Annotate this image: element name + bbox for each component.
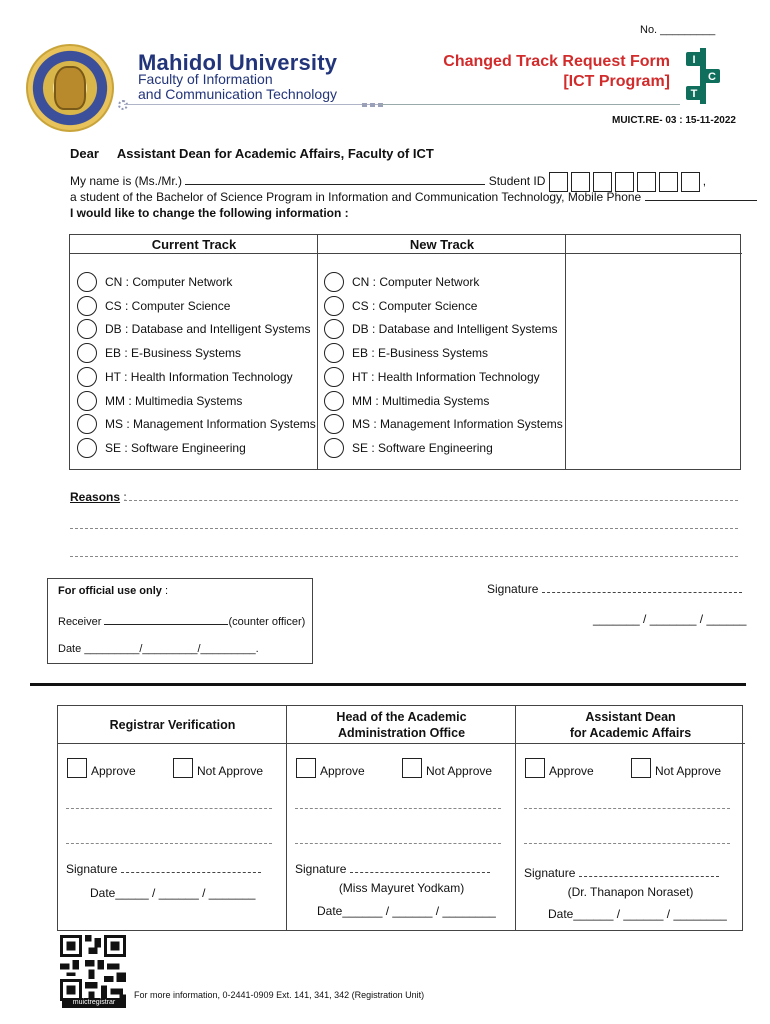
faculty-name: Faculty of Information and Communication Technology [138,71,337,102]
student-signature-field[interactable] [542,583,742,593]
not-approve-checkbox[interactable]: Not Approve [402,758,492,778]
approve-checkbox[interactable]: Approve [525,758,594,778]
track-option-label: CN : Computer Network [352,275,480,289]
radio-button[interactable] [77,367,97,387]
footer-info: For more information, 0-2441-0909 Ext. 141, 341, 342 (Registration Unit) [134,990,425,1000]
approval-signature: Signature [524,866,719,880]
student-id-box[interactable] [659,172,678,192]
new-track-option[interactable] [324,317,557,341]
approver-name: (Dr. Thanapon Noraset) [567,885,694,899]
track-option-label: CN : Computer Network [105,275,233,289]
track-option-label: EB : E-Business Systems [105,346,242,361]
track-option-label: CS : Computer Science [352,298,478,313]
radio-button[interactable] [77,296,97,316]
radio-button[interactable] [77,319,97,339]
track-option-label: MM : Multimedia Systems [352,393,490,408]
student-id-box[interactable] [681,172,700,192]
checkbox[interactable] [296,758,316,778]
receiver-line: Receiver (counter officer) [58,616,306,628]
student-id-box[interactable] [637,172,656,192]
official-use-box: For official use only : Receiver (counter officer) Date _________/_________/_________. [47,578,313,664]
form-title: Changed Track Request Form [ICT Program] [443,53,670,90]
comment-line[interactable] [295,843,501,844]
student-id-box[interactable] [571,172,590,192]
radio-button[interactable] [77,343,97,363]
radio-button[interactable] [324,414,344,434]
student-id-boxes[interactable] [549,174,703,188]
current-track-header: Current Track [70,235,318,254]
approval-date[interactable]: Date______ / ______ / ________ [317,904,496,918]
current-track-option[interactable] [77,294,230,318]
current-track-option[interactable] [77,317,310,341]
reasons-line-3[interactable] [70,556,738,557]
approval-signature: Signature [295,862,490,876]
track-option-label: DB : Database and Intelligent Systems [352,322,558,337]
form-code: MUICT.RE- 03 : 15-11-2022 [612,115,736,126]
radio-button[interactable] [324,438,344,458]
comment-line[interactable] [66,843,272,844]
comment-line[interactable] [524,808,730,809]
ict-letter-t: T [690,88,698,100]
approve-checkbox[interactable]: Approve [67,758,136,778]
checkbox[interactable] [173,758,193,778]
ict-letter-c: C [708,71,716,83]
university-name: Mahidol University [138,50,338,75]
signature-field[interactable] [579,867,719,877]
official-date-line: Date _________/_________/_________. [58,643,259,655]
new-track-option[interactable] [324,412,563,436]
not-approve-checkbox[interactable]: Not Approve [173,758,263,778]
approval-date[interactable]: Date_____ / ______ / _______ [90,886,256,900]
track-option-label: SE : Software Engineering [105,440,246,455]
new-track-header: New Track [318,235,566,254]
section-divider [30,683,746,686]
radio-button[interactable] [324,296,344,316]
track-option-label: HT : Health Information Technology [105,369,293,384]
approval-header: Head of the Academic Administration Office [287,706,516,744]
mobile-phone-field[interactable] [645,191,757,201]
current-track-option[interactable] [77,389,242,413]
current-track-option[interactable] [77,341,241,365]
receiver-field[interactable] [104,615,228,625]
document-number: No. _________ [640,24,716,36]
signature-field[interactable] [350,863,490,873]
radio-button[interactable] [324,319,344,339]
new-track-option[interactable] [324,294,477,318]
gear-icon [118,100,128,110]
mahidol-seal-icon [26,44,114,132]
approval-header: Assistant Dean for Academic Affairs [516,706,745,744]
qr-code-icon [60,935,126,1001]
qr-label: muictregistrar [62,998,126,1008]
radio-button[interactable] [324,367,344,387]
radio-button[interactable] [77,438,97,458]
approve-checkbox[interactable]: Approve [296,758,365,778]
name-field[interactable] [185,175,485,185]
approval-date[interactable]: Date______ / ______ / ________ [548,907,727,921]
checkbox[interactable] [67,758,87,778]
comment-line[interactable] [66,808,272,809]
salutation: Dear Assistant Dean for Academic Affairs, Faculty of ICT [70,146,434,161]
track-option-label: HT : Health Information Technology [352,369,540,384]
track-table [69,234,741,470]
reasons-line-1[interactable] [124,500,738,501]
approval-signature: Signature [66,862,261,876]
approval-table [57,705,743,931]
name-line: My name is (Ms./Mr.) Student ID , [70,172,706,192]
new-track-option[interactable] [324,436,493,460]
not-approve-checkbox[interactable]: Not Approve [631,758,721,778]
radio-button[interactable] [324,272,344,292]
radio-button[interactable] [77,391,97,411]
new-track-option[interactable] [324,389,489,413]
change-statement: I would like to change the following information : [70,206,349,220]
current-track-option[interactable] [77,412,316,436]
empty-header [566,235,742,254]
current-track-option[interactable] [77,270,232,294]
comment-line[interactable] [524,843,730,844]
track-option-label: CS : Computer Science [105,298,231,313]
new-track-option[interactable] [324,365,540,389]
track-option-label: DB : Database and Intelligent Systems [105,322,311,337]
student-signature: Signature [487,582,742,596]
track-option-label: MS : Management Information Systems [105,417,316,432]
track-option-label: MM : Multimedia Systems [105,393,243,408]
track-option-label: EB : E-Business Systems [352,346,489,361]
track-option-label: SE : Software Engineering [352,440,493,455]
student-id-box[interactable] [615,172,634,192]
current-track-option[interactable] [77,365,293,389]
checkbox[interactable] [402,758,422,778]
ict-logo-icon [684,48,722,104]
ict-letter-i: I [692,54,696,66]
radio-button[interactable] [324,343,344,363]
logo-divider [124,104,384,105]
track-option-label: MS : Management Information Systems [352,417,563,432]
reasons-line-2[interactable] [70,528,738,529]
radio-button[interactable] [324,391,344,411]
student-id-box[interactable] [549,172,568,192]
official-title: For official use only [58,585,162,597]
program-line: a student of the Bachelor of Science Program in Information and Communication Technology, Mobile Phone [70,190,757,204]
approval-header: Registrar Verification [58,706,287,744]
approver-name: (Miss Mayuret Yodkam) [338,881,465,895]
reasons-label: Reasons : [70,490,127,504]
signature-field[interactable] [121,863,261,873]
checkbox[interactable] [525,758,545,778]
current-track-option[interactable] [77,436,246,460]
student-signature-date[interactable]: _______ / _______ / ______ [593,612,747,626]
checkbox[interactable] [631,758,651,778]
new-track-option[interactable] [324,270,479,294]
student-id-box[interactable] [593,172,612,192]
radio-button[interactable] [77,414,97,434]
radio-button[interactable] [77,272,97,292]
comment-line[interactable] [295,808,501,809]
new-track-option[interactable] [324,341,488,365]
header-divider [380,104,680,105]
